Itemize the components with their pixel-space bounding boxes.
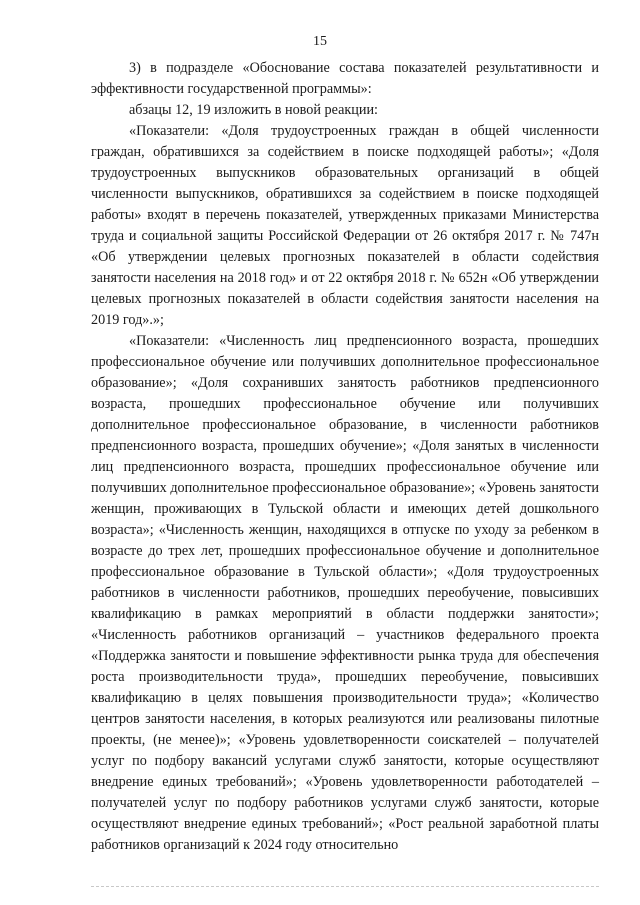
- paragraph-indicators-1: «Показатели: «Доля трудоустроенных граждан в общей численности граждан, обратившихся за содействием в поиске подходящей работы»; «Доля трудоустроенных выпускников образовательных организаций в общей численности выпускников, обратившихся за содействием в поиске подходящей работы» входят в перечень показателей, утвержденных приказами Министерства труда и социальной защиты Российской Федерации от 26 октября 2017 г. № 747н «Об утверждении целевых прогнозных показателей в области содействия занятости населения на 2018 год» и от 22 октября 2018 г. № 652н «Об утверждении целевых прогнозных показателей в области содействия занятости населения на 2019 год».»;: [91, 123, 599, 328]
- footer-rule: [91, 886, 599, 887]
- paragraph-instruction: абзацы 12, 19 изложить в новой реакции:: [129, 102, 378, 118]
- paragraph-subsection-intro: 3) в подразделе «Обоснование состава показателей результативности и эффективности государственной программы»:: [91, 60, 599, 97]
- page-number: 15: [313, 34, 327, 49]
- paragraph-indicators-2: «Показатели: «Численность лиц предпенсионного возраста, прошедших профессиональное обучение или получивших дополнительное профессиональное образование»; «Доля сохранивших занятость работников предпенсионного возраста, прошедших профессиональное обучение или получивших дополнительное профессиональное образование, в численности работников предпенсионного возраста, прошедших обучение»; «Доля занятых в численности лиц предпенсионного возраста, прошедших профессиональное обучение или получивших дополнительное профессиональное образование»; «Уровень занятости женщин, проживающих в Тульской области и имеющих детей дошкольного возраста»; «Численность женщин, находящихся в отпуске по уходу за ребенком в возрасте до трех лет, прошедших профессиональное обучение и дополнительное профессиональное образование в Тульской области»; «Доля трудоустроенных работников в численности работников, прошедших переобучение, повысивших квалификацию в рамках мероприятий в области поддержки занятости»; «Численность работников организаций – участников федерального проекта «Поддержка занятости и повышение эффективности рынка труда для обеспечения роста производительности труда», прошедших переобучение, повысивших квалификацию в целях повышения производительности труда»; «Количество центров занятости населения, в которых реализуются или реализованы пилотные проекты, (не менее)»; «Уровень удовлетворенности соискателей – получателей услуг по подбору вакансий услугами служб занятости, которые осуществляют внедрение единых требований»; «Уровень удовлетворенности работодателей – получателей услуг по подбору работников услугами служб занятости, которые осуществляют внедрение единых требований»; «Рост реальной заработной платы работников организаций к 2024 году относительно: [91, 333, 599, 853]
- document-body: [91, 58, 599, 856]
